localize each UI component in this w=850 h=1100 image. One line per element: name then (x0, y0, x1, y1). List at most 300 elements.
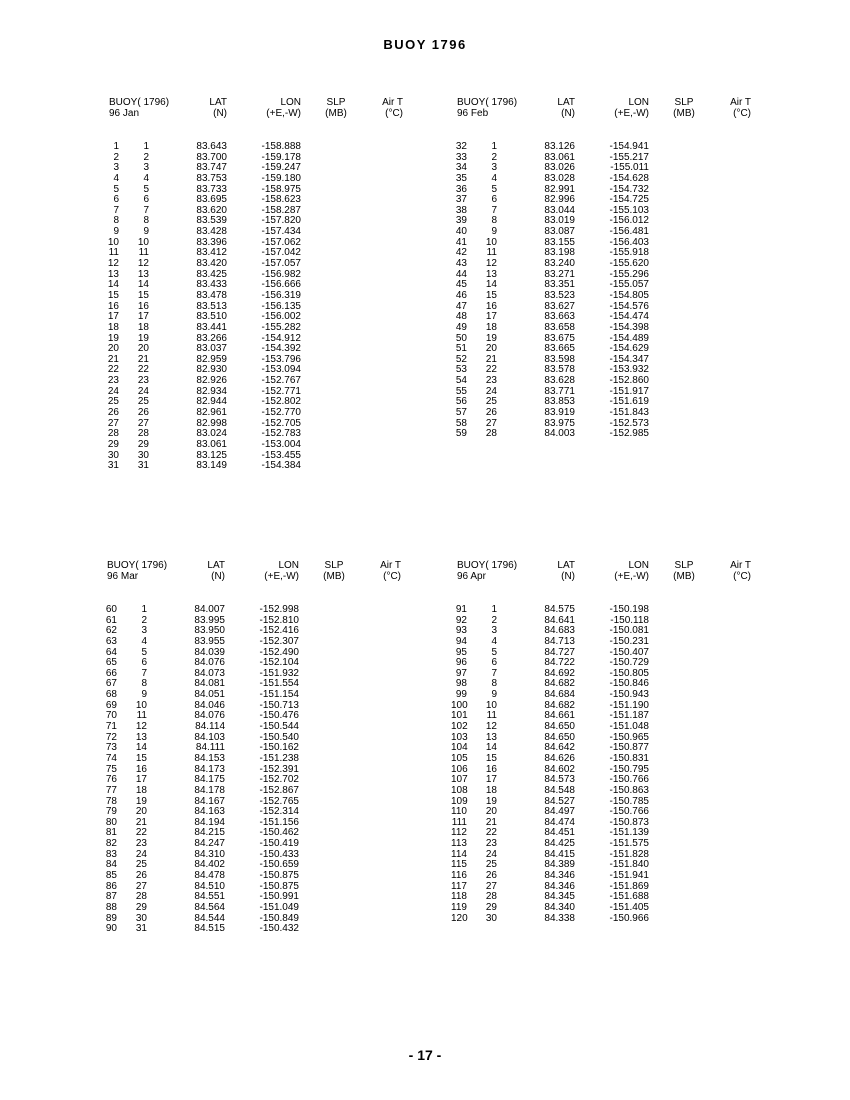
row-seq: 15 (107, 289, 119, 301)
row-lon: -150.231 (609, 635, 649, 647)
row-day: 28 (137, 428, 149, 440)
row-day: 8 (491, 215, 497, 227)
header-month: 96 Jan (109, 107, 140, 119)
row-lat: 83.351 (544, 279, 575, 291)
row-seq: 11 (108, 247, 119, 259)
row-seq: 112 (451, 827, 467, 839)
header-lon-unit: (+E,-W) (266, 107, 301, 119)
row-seq: 53 (455, 364, 467, 376)
row-lon: -157.820 (261, 215, 301, 227)
row-lon: -153.455 (261, 449, 301, 461)
row-lon: -150.795 (609, 763, 649, 775)
header-airt-unit: (°C) (383, 570, 401, 582)
row-lon: -157.434 (261, 226, 301, 238)
row-day: 30 (485, 912, 497, 924)
row-seq: 116 (451, 870, 467, 882)
row-lon: -151.843 (609, 407, 649, 419)
row-lon: -150.081 (609, 625, 649, 637)
row-lat: 84.247 (194, 838, 225, 850)
row-day: 22 (485, 827, 497, 839)
row-lon: -150.805 (609, 667, 649, 679)
row-lat: 83.627 (544, 300, 575, 312)
row-lon: -150.540 (259, 731, 299, 743)
row-day: 10 (137, 236, 149, 248)
row-lat: 84.175 (194, 774, 225, 786)
row-lat: 84.346 (544, 870, 575, 882)
row-day: 4 (141, 635, 147, 647)
row-lon: -152.867 (259, 784, 299, 796)
row-day: 2 (491, 614, 497, 626)
row-day: 19 (137, 332, 149, 344)
row-seq: 6 (113, 194, 119, 206)
row-lon: -155.057 (609, 279, 649, 291)
row-seq: 29 (107, 438, 119, 450)
row-day: 17 (135, 774, 147, 786)
header-lat-unit: (N) (561, 570, 575, 582)
row-day: 30 (137, 449, 149, 461)
row-lon: -152.314 (259, 806, 299, 818)
row-seq: 65 (105, 657, 117, 669)
row-seq: 7 (113, 204, 119, 216)
row-lon: -150.831 (609, 752, 649, 764)
row-lat: 84.642 (544, 742, 575, 754)
row-seq: 16 (107, 300, 119, 312)
row-day: 26 (135, 870, 147, 882)
row-lat: 83.155 (544, 236, 575, 248)
row-lon: -156.012 (609, 215, 649, 227)
row-day: 10 (135, 699, 147, 711)
row-day: 2 (143, 151, 149, 163)
row-seq: 25 (107, 396, 119, 408)
row-lon: -150.965 (609, 731, 649, 743)
row-day: 25 (485, 396, 497, 408)
header-slp-unit: (MB) (325, 107, 347, 119)
row-day: 6 (491, 657, 497, 669)
row-lon: -151.156 (259, 816, 299, 828)
row-lat: 83.271 (544, 268, 575, 280)
row-day: 11 (136, 710, 147, 722)
row-lat: 84.544 (194, 912, 225, 924)
row-seq: 50 (455, 332, 467, 344)
row-day: 11 (138, 247, 149, 259)
row-lat: 83.198 (544, 247, 575, 259)
header-airt-unit: (°C) (733, 570, 751, 582)
row-seq: 40 (455, 226, 467, 238)
row-lon: -152.802 (261, 396, 301, 408)
row-seq: 59 (455, 428, 467, 440)
row-seq: 22 (107, 364, 119, 376)
header-units-row (103, 109, 403, 120)
row-lon: -150.966 (609, 912, 649, 924)
row-day: 3 (141, 625, 147, 637)
row-seq: 45 (455, 279, 467, 291)
row-lat: 82.991 (544, 183, 575, 195)
row-day: 25 (137, 396, 149, 408)
row-day: 11 (486, 247, 497, 259)
row-day: 6 (491, 194, 497, 206)
row-lon: -156.002 (261, 311, 301, 323)
row-seq: 83 (105, 848, 117, 860)
row-lat: 83.919 (544, 407, 575, 419)
row-lat: 83.026 (544, 162, 575, 174)
data-block-feb (451, 98, 751, 440)
row-lon: -150.875 (259, 870, 299, 882)
row-lat: 83.125 (196, 449, 227, 461)
row-day: 28 (485, 891, 497, 903)
row-lat: 83.420 (196, 258, 227, 270)
row-day: 18 (135, 784, 147, 796)
row-lon: -152.416 (259, 625, 299, 637)
row-seq: 24 (107, 385, 119, 397)
data-block-jan (103, 98, 403, 472)
row-lon: -154.805 (609, 289, 649, 301)
row-day: 24 (485, 848, 497, 860)
row-lon: -152.104 (259, 657, 299, 669)
row-lat: 84.474 (544, 816, 575, 828)
row-seq: 32 (455, 141, 467, 152)
row-day: 16 (137, 300, 149, 312)
row-seq: 100 (451, 699, 468, 711)
row-day: 22 (485, 364, 497, 376)
row-lat: 84.051 (194, 689, 225, 701)
row-seq: 31 (107, 460, 119, 472)
row-day: 12 (485, 721, 497, 733)
header-airt-unit: (°C) (385, 107, 403, 119)
row-lat: 84.389 (544, 859, 575, 871)
row-day: 23 (485, 838, 497, 850)
row-lon: -154.732 (609, 183, 649, 195)
row-lat: 83.037 (196, 343, 227, 355)
row-seq: 118 (451, 891, 467, 903)
table-row (451, 754, 751, 765)
row-day: 7 (141, 667, 147, 679)
row-lon: -151.554 (259, 678, 299, 690)
header-lat: LAT (557, 97, 575, 108)
row-lat: 82.930 (196, 364, 227, 376)
row-lon: -152.998 (259, 604, 299, 615)
row-lat: 82.944 (196, 396, 227, 408)
header-slp-unit: (MB) (673, 570, 695, 582)
row-lat: 84.345 (544, 891, 575, 903)
row-day: 22 (137, 364, 149, 376)
row-lon: -155.103 (609, 204, 649, 216)
row-lat: 84.510 (194, 880, 225, 892)
row-lat: 83.061 (196, 438, 227, 450)
row-seq: 97 (455, 667, 467, 679)
row-lon: -159.247 (261, 162, 301, 174)
row-day: 6 (143, 194, 149, 206)
row-lat: 83.523 (544, 289, 575, 301)
row-seq: 33 (455, 151, 467, 163)
row-day: 5 (491, 183, 497, 195)
row-lat: 84.046 (194, 699, 225, 711)
row-day: 3 (491, 162, 497, 174)
table-header (101, 561, 401, 585)
row-seq: 103 (451, 731, 468, 743)
row-lat: 84.722 (544, 657, 575, 669)
row-day: 17 (137, 311, 149, 323)
row-seq: 106 (451, 763, 468, 775)
row-lon: -151.238 (259, 752, 299, 764)
table-row (451, 903, 751, 914)
row-lon: -152.770 (261, 407, 301, 419)
row-day: 2 (491, 151, 497, 163)
row-seq: 27 (107, 417, 119, 429)
row-seq: 9 (113, 226, 119, 238)
row-seq: 82 (105, 838, 117, 850)
row-day: 10 (485, 236, 497, 248)
row-seq: 115 (451, 859, 467, 871)
header-slp-unit: (MB) (323, 570, 345, 582)
row-lon: -152.765 (259, 795, 299, 807)
row-lat: 84.641 (544, 614, 575, 626)
table-row (103, 461, 403, 472)
row-day: 19 (485, 332, 497, 344)
header-row (451, 98, 751, 109)
row-day: 30 (135, 912, 147, 924)
header-lat-unit: (N) (211, 570, 225, 582)
row-lat: 82.959 (196, 353, 227, 365)
row-lat: 84.451 (544, 827, 575, 839)
row-seq: 57 (455, 407, 467, 419)
row-seq: 70 (105, 710, 117, 722)
table-row (451, 291, 751, 302)
row-lat: 83.425 (196, 268, 227, 280)
row-lat: 83.028 (544, 172, 575, 184)
row-lon: -157.042 (261, 247, 301, 259)
page-title: BUOY 1796 (383, 37, 467, 52)
row-seq: 68 (105, 689, 117, 701)
data-block-mar (101, 561, 401, 935)
header-lon: LON (628, 560, 649, 571)
row-lat: 84.338 (544, 912, 575, 924)
row-lat: 84.415 (544, 848, 575, 860)
row-lat: 83.975 (544, 417, 575, 429)
row-lon: -152.490 (259, 646, 299, 658)
row-day: 17 (485, 311, 497, 323)
row-day: 29 (135, 901, 147, 913)
row-lat: 83.412 (196, 247, 227, 259)
row-lon: -150.991 (259, 891, 299, 903)
row-seq: 30 (107, 449, 119, 461)
row-lon: -155.217 (609, 151, 649, 163)
row-day: 19 (135, 795, 147, 807)
header-airt: Air T (730, 560, 751, 571)
row-day: 28 (485, 428, 497, 440)
row-lon: -152.783 (261, 428, 301, 440)
row-day: 14 (137, 279, 149, 291)
row-day: 8 (491, 678, 497, 690)
header-lat: LAT (207, 560, 225, 571)
row-day: 3 (143, 162, 149, 174)
row-seq: 18 (107, 321, 119, 333)
row-day: 5 (143, 183, 149, 195)
row-day: 13 (137, 268, 149, 280)
header-units-row (101, 572, 401, 583)
row-seq: 52 (455, 353, 467, 365)
row-day: 21 (135, 816, 147, 828)
row-lon: -150.877 (609, 742, 649, 754)
row-seq: 63 (105, 635, 117, 647)
row-day: 23 (135, 838, 147, 850)
row-day: 11 (486, 710, 497, 722)
row-lon: -150.407 (609, 646, 649, 658)
row-lon: -151.575 (609, 838, 649, 850)
row-lat: 84.163 (194, 806, 225, 818)
header-lat: LAT (557, 560, 575, 571)
row-day: 9 (141, 689, 147, 701)
row-lat: 84.073 (194, 667, 225, 679)
row-day: 6 (141, 657, 147, 669)
row-day: 3 (491, 625, 497, 637)
row-lon: -150.659 (259, 859, 299, 871)
row-lon: -159.180 (261, 172, 301, 184)
header-slp: SLP (324, 560, 344, 571)
row-lat: 83.665 (544, 343, 575, 355)
row-lon: -150.729 (609, 657, 649, 669)
row-day: 2 (141, 614, 147, 626)
row-seq: 104 (451, 742, 468, 754)
row-seq: 99 (455, 689, 467, 701)
row-lat: 83.753 (196, 172, 227, 184)
row-lon: -158.287 (261, 204, 301, 216)
data-block-apr (451, 561, 751, 924)
row-lon: -151.154 (259, 689, 299, 701)
row-day: 26 (485, 407, 497, 419)
row-lon: -154.347 (609, 353, 649, 365)
row-lon: -155.296 (609, 268, 649, 280)
table-row (451, 429, 751, 440)
row-lat: 82.926 (196, 375, 227, 387)
row-seq: 105 (451, 752, 468, 764)
row-seq: 56 (455, 396, 467, 408)
row-lon: -151.187 (609, 710, 649, 722)
row-seq: 43 (455, 258, 467, 270)
table-row (451, 174, 751, 185)
row-seq: 21 (107, 353, 119, 365)
row-seq: 67 (105, 678, 117, 690)
row-lat: 84.076 (194, 657, 225, 669)
row-seq: 26 (107, 407, 119, 419)
row-day: 15 (135, 752, 147, 764)
row-lat: 84.551 (194, 891, 225, 903)
row-lat: 84.103 (194, 731, 225, 743)
row-lon: -154.576 (609, 300, 649, 312)
row-day: 14 (485, 279, 497, 291)
row-lon: -150.118 (610, 614, 649, 626)
row-lat: 84.650 (544, 721, 575, 733)
row-lat: 83.771 (544, 385, 575, 397)
row-seq: 35 (455, 172, 467, 184)
row-lon: -154.392 (261, 343, 301, 355)
row-lat: 84.081 (194, 678, 225, 690)
row-lat: 83.955 (194, 635, 225, 647)
row-day: 26 (137, 407, 149, 419)
row-day: 25 (485, 859, 497, 871)
row-lat: 84.003 (544, 428, 575, 440)
row-day: 24 (135, 848, 147, 860)
row-seq: 98 (455, 678, 467, 690)
row-lon: -152.771 (261, 385, 301, 397)
row-seq: 114 (451, 848, 467, 860)
row-lat: 83.539 (196, 215, 227, 227)
row-lat: 84.527 (544, 795, 575, 807)
row-lat: 83.433 (196, 279, 227, 291)
row-lon: -151.190 (609, 699, 649, 711)
row-seq: 72 (105, 731, 117, 743)
row-seq: 42 (455, 247, 467, 259)
row-day: 4 (143, 172, 149, 184)
table-row (451, 914, 751, 925)
header-airt-unit: (°C) (733, 107, 751, 119)
row-lon: -156.982 (261, 268, 301, 280)
row-seq: 81 (105, 827, 117, 839)
row-seq: 13 (107, 268, 119, 280)
row-lon: -150.863 (609, 784, 649, 796)
row-day: 1 (491, 141, 497, 152)
row-lon: -152.985 (609, 428, 649, 440)
header-slp: SLP (674, 560, 694, 571)
header-lon: LON (278, 560, 299, 571)
table-row (101, 637, 401, 648)
row-day: 18 (137, 321, 149, 333)
row-lon: -150.433 (259, 848, 299, 860)
row-seq: 46 (455, 289, 467, 301)
row-seq: 93 (455, 625, 467, 637)
header-lat-unit: (N) (213, 107, 227, 119)
row-lon: -151.941 (609, 870, 649, 882)
row-day: 22 (135, 827, 147, 839)
row-lon: -152.573 (609, 417, 649, 429)
row-seq: 69 (105, 699, 117, 711)
row-day: 28 (135, 891, 147, 903)
row-day: 15 (137, 289, 149, 301)
row-lon: -150.785 (609, 795, 649, 807)
row-lat: 83.061 (544, 151, 575, 163)
row-day: 20 (137, 343, 149, 355)
row-lat: 84.153 (194, 752, 225, 764)
row-seq: 44 (455, 268, 467, 280)
row-lat: 83.658 (544, 321, 575, 333)
row-lat: 84.425 (544, 838, 575, 850)
row-seq: 4 (113, 172, 119, 184)
row-lat: 84.215 (194, 827, 225, 839)
row-day: 20 (485, 806, 497, 818)
row-lat: 83.675 (544, 332, 575, 344)
row-lat: 82.998 (196, 417, 227, 429)
row-lat: 83.578 (544, 364, 575, 376)
row-lon: -151.139 (609, 827, 649, 839)
row-lon: -155.011 (610, 162, 649, 174)
header-airt: Air T (380, 560, 401, 571)
row-lon: -156.666 (261, 279, 301, 291)
row-lat: 84.564 (194, 901, 225, 913)
header-buoy: BUOY( 1796) (107, 560, 168, 571)
row-day: 21 (485, 353, 497, 365)
row-day: 4 (491, 635, 497, 647)
table-row (101, 903, 401, 914)
row-day: 19 (485, 795, 497, 807)
row-day: 18 (485, 321, 497, 333)
row-lat: 84.478 (194, 870, 225, 882)
row-lat: 84.310 (194, 848, 225, 860)
row-lon: -153.004 (261, 438, 301, 450)
row-lon: -152.307 (259, 635, 299, 647)
row-seq: 17 (107, 311, 119, 323)
page-number: - 17 - (408, 1047, 442, 1063)
row-day: 18 (485, 784, 497, 796)
row-seq: 74 (105, 752, 117, 764)
